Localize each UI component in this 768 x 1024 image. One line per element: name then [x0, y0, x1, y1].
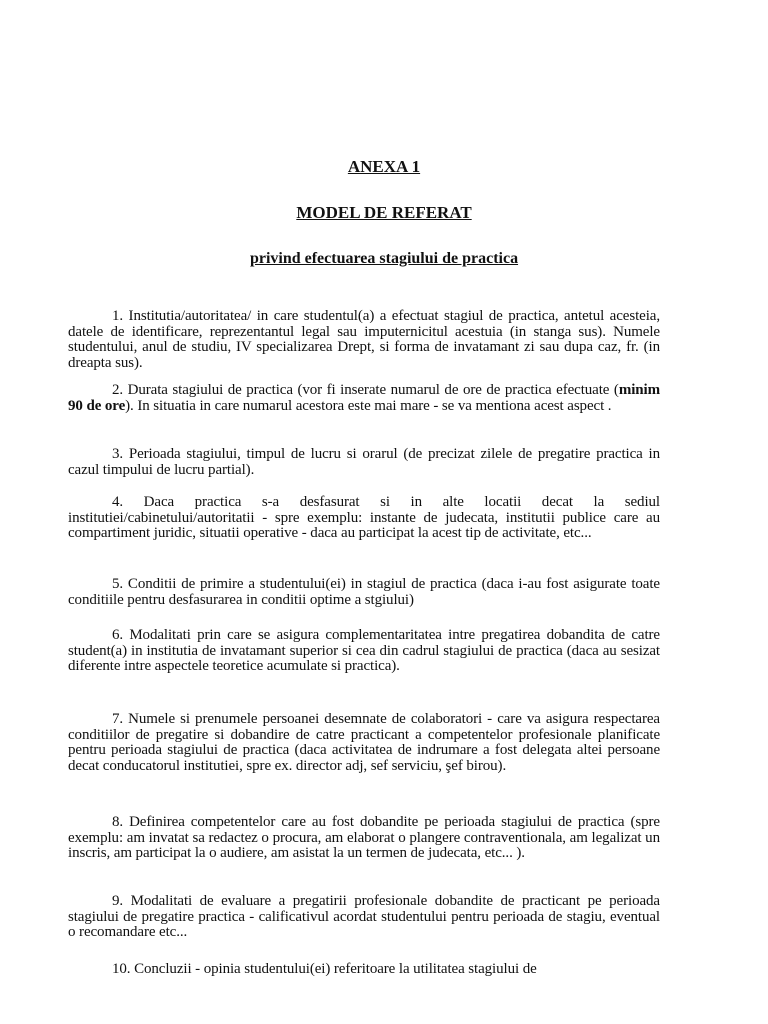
- paragraph-1: 1. Institutia/autoritatea/ in care studentul(a) a efectuat stagiul de practica, antetul acesteia, datele de identificare, reprezentantul legal sau imputernicitul acestuia (in stanga sus). Numele studentului, anul de studiu, IV specializarea Drept, si forma de invatamant zi sau dupa caz, fr. (in dreapta sus).: [68, 308, 660, 371]
- paragraph-2: [68, 383, 660, 414]
- paragraph-2-text-end: ). In situatia in care numarul acestora este mai mare - se va mentiona acest aspect .: [125, 397, 612, 414]
- document-subtitle: privind efectuarea stagiului de practica: [249, 250, 519, 267]
- paragraph-2-text-start: 2. Durata stagiului de practica (vor fi inserate numarul de ore de practica efectuate (: [112, 382, 619, 398]
- annex-title: ANEXA 1: [347, 157, 421, 176]
- paragraph-2-bold-hours: minim 90 de ore: [68, 382, 660, 414]
- paragraph-6: 6. Modalitati prin care se asigura complementaritatea intre pregatirea dobandita de catre student(a) in institutia de invatamant superior si cea din cadrul stagiului de practica (daca au sesizat diferente intre aspectele teoretice acumulate si practica).: [68, 627, 660, 674]
- paragraph-7: 7. Numele si prenumele persoanei desemnate de colaboratori - care va asigura respectarea conditiilor de pregatire si dobandire de catre practicant a competentelor profesionale planificate pentru perioada stagiului de practica (daca activitatea de indrumare a fost delegata altei persoane decat conducatorul institutiei, spre ex. director adj, sef serviciu, şef birou).: [68, 711, 660, 774]
- paragraph-8: 8. Definirea competentelor care au fost dobandite pe perioada stagiului de practica (spre exemplu: am invatat sa redactez o procura, am elaborat o plangere contraventionala, am legalizat un inscris, am participat la o audiere, am asistat la un termen de judecata, etc... ).: [68, 814, 660, 861]
- paragraph-5: 5. Conditii de primire a studentului(ei) in stagiul de practica (daca i-au fost asigurate toate conditiile pentru desfasurarea in conditii optime a stgiului): [68, 576, 660, 608]
- model-title: MODEL DE REFERAT: [296, 203, 472, 222]
- paragraph-4: 4. Daca practica s-a desfasurat si in alte locatii decat la sediul institutiei/cabinetului/autoritatii - spre exemplu: instante de judecata, institutii publice care au compartiment juridic, situatii operative - daca au participat la acest tip de activitate, etc...: [68, 494, 660, 541]
- paragraph-10: 10. Concluzii - opinia studentului(ei) referitoare la utilitatea stagiului de: [112, 961, 537, 977]
- paragraph-9: 9. Modalitati de evaluare a pregatirii profesionale dobandite de practicant pe perioada stagiului de pregatire practica - calificativul acordat studentului pentru perioada de stagiu, eventual o recomandare etc...: [68, 893, 660, 940]
- paragraph-3: 3. Perioada stagiului, timpul de lucru si orarul (de precizat zilele de pregatire practica in cazul timpului de lucru partial).: [68, 446, 660, 478]
